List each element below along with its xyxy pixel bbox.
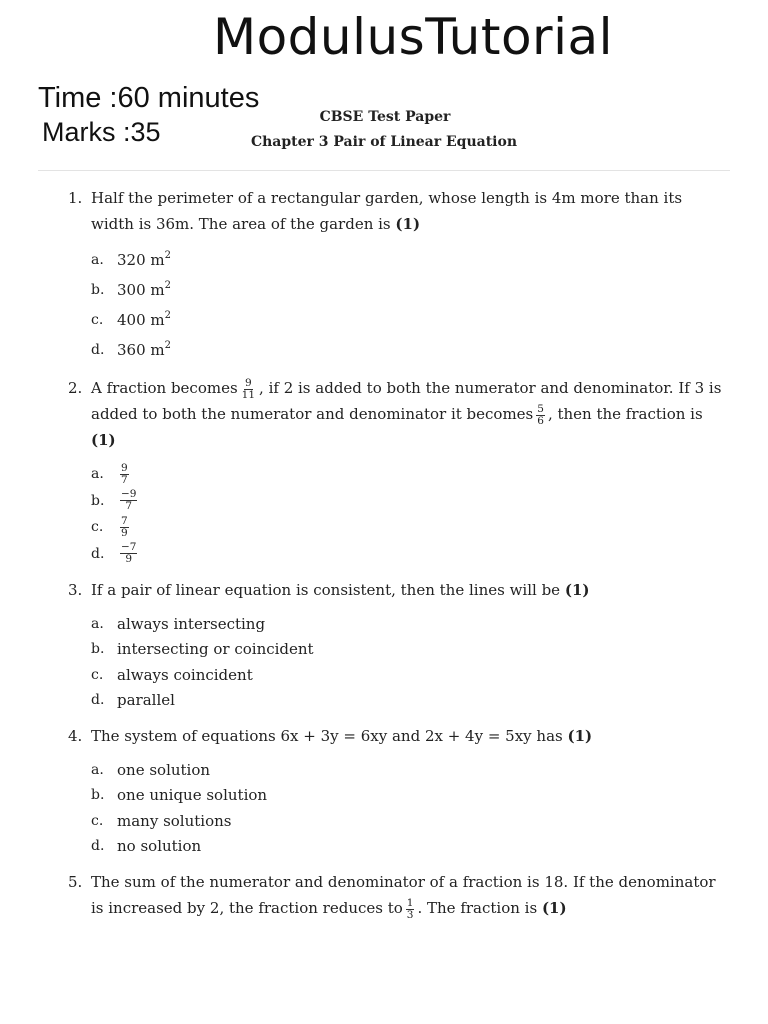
option-a: a. 320 $m^2$ — [91, 250, 171, 269]
chapter-title: Chapter 3 Pair of Linear Equation — [250, 134, 518, 150]
option-c: c. $\frac{7}{9}$ — [91, 514, 128, 539]
question-5 — [68, 869, 728, 921]
fraction: $\frac{-7}{9}$ — [121, 541, 137, 566]
question-number: 4. — [68, 727, 83, 745]
question-number: 5. — [68, 873, 83, 891]
question-marks: (1) — [91, 431, 116, 449]
option-d: d. 360 $m^2$ — [91, 340, 171, 359]
option-list — [91, 757, 728, 859]
time-label: Time :60 minutes — [38, 82, 260, 114]
option-c: c. always coincident — [91, 665, 253, 684]
paper-title: CBSE Test Paper — [319, 109, 451, 125]
option-b: b. intersecting or coincident — [91, 640, 314, 659]
fraction: $\frac{9}{7}$ — [121, 461, 128, 486]
question-number: 3. — [68, 581, 83, 599]
fraction: $\frac{9}{11}$ — [241, 376, 256, 401]
question-2 — [68, 375, 728, 567]
option-a: a. $\frac{9}{7}$ — [91, 461, 128, 486]
question-number: 1. — [68, 189, 83, 207]
fraction: $\frac{7}{9}$ — [121, 514, 128, 539]
question-number: 2. — [68, 379, 83, 397]
option-list — [91, 611, 728, 713]
fraction: $\frac{-9}{7}$ — [121, 488, 137, 513]
option-b: b. $\frac{-9}{7}$ — [91, 488, 137, 513]
question-text: If a pair of linear equation is consistent, then the lines will be (1) — [91, 581, 590, 599]
question-text: Half the perimeter of a rectangular garden, whose length is 4m more than its width is 36m. The area of the garden is (1) — [91, 189, 683, 233]
question-text: The sum of the numerator and denominator of a fraction is 18. If the denominator is increased by 2, the fraction reduces to $\frac{1}{3}$ . The fraction is (1) — [91, 873, 716, 921]
option-a: a. one solution — [91, 760, 211, 779]
question-marks: (1) — [567, 727, 593, 745]
option-c: c. many solutions — [91, 811, 232, 830]
option-a: a. always intersecting — [91, 614, 266, 633]
question-text: A fraction becomes $\frac{9}{11}$ , if 2 is added to both the numerator and denominator. If 3 is added to both the numerator and denominator it becomes $\frac{5}{6}$ , then the fraction is (1) — [91, 376, 722, 449]
question-list — [68, 185, 728, 931]
question-marks: (1) — [395, 215, 421, 233]
option-b: b. 300 $m^2$ — [91, 280, 171, 299]
option-c: c. 400 $m^2$ — [91, 310, 171, 329]
question-4 — [68, 723, 728, 859]
fraction: $\frac{1}{3}$ — [406, 896, 414, 921]
option-b: b. one unique solution — [91, 786, 268, 805]
brand-title: ModulusTutorial — [212, 8, 614, 66]
question-1 — [68, 185, 728, 365]
question-text: The system of equations 6x + 3y = 6xy and 2x + 4y = 5xy has (1) — [91, 727, 593, 745]
option-d: d. parallel — [91, 691, 175, 710]
question-marks: (1) — [564, 581, 590, 599]
option-list — [91, 461, 728, 567]
option-d: d. no solution — [91, 837, 202, 856]
option-list — [91, 245, 728, 365]
question-marks: (1) — [541, 899, 567, 917]
option-d: d. $\frac{-7}{9}$ — [91, 541, 137, 566]
marks-label: Marks :35 — [42, 117, 161, 147]
question-3 — [68, 577, 728, 713]
fraction: $\frac{5}{6}$ — [537, 402, 544, 427]
header-divider — [38, 170, 730, 171]
